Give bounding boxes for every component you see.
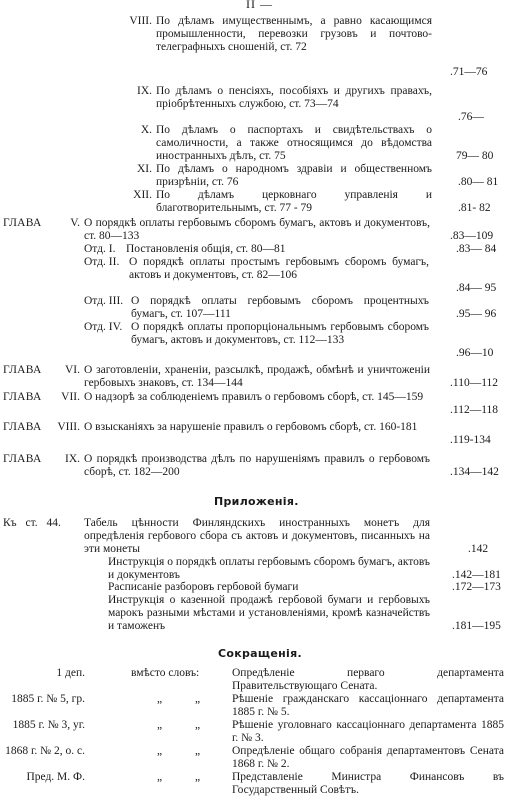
abbreviation-quote: вмѣсто словъ:	[131, 667, 200, 679]
toc-entry-pages: .76—	[458, 111, 484, 123]
toc-entry-pages: .71—76	[450, 66, 488, 78]
appendix-text: Табель цѣнности Финляндскихъ иностранныхъ монетъ для опредѣленія гербового сбора съ актовъ и документовъ, писанныхъ на эти монеты	[84, 517, 430, 555]
toc-entry-number: X.	[140, 124, 152, 136]
abbreviation-key: Пред. М. Ф.	[26, 771, 85, 783]
subsection-label: Отд. I.	[84, 243, 116, 255]
abbreviation-definition: Рѣшеніе уголовнаго кассаціоннаго департамента 1885 г. № 3.	[232, 719, 504, 744]
abbreviation-quote: „ „	[157, 745, 201, 757]
toc-entry-text: По дѣламъ о паспортахъ и свидѣтельствахъ о самоличности, а также относящимся до вѣдомства иностранныхъ дѣлъ, ст. 75	[156, 124, 432, 162]
appendix-title: Приложенія.	[214, 495, 299, 508]
chapter-label: ГЛАВА	[3, 453, 42, 465]
appendix-pages: .181—195	[452, 620, 501, 632]
appendix-text: Расписаніе разборовъ гербовой бумаги	[108, 581, 299, 593]
subsection-text: Постановленія общія, ст. 80—81	[126, 243, 286, 255]
chapter-pages: .134—142	[450, 466, 499, 478]
chapter-text: О заготовленіи, храненіи, разсылкѣ, продажѣ, обмѣнѣ и уничтоженіи гербовыхъ знаковъ, ст. 134—144	[84, 364, 430, 389]
abbreviation-key: 1868 г. № 2, о. с.	[5, 745, 85, 757]
toc-entry-number: XII.	[133, 189, 152, 201]
toc-entry-text: По дѣламъ о пенсіяхъ, пособіяхъ и другихъ правахъ, пріобрѣтенныхъ службою, ст. 73—74	[156, 85, 432, 110]
toc-entry-text: По дѣламъ о народномъ здравіи и общественномъ призрѣніи, ст. 76	[156, 163, 432, 188]
chapter-pages: .119-134	[450, 434, 491, 446]
abbreviation-definition: Опредѣленіе общаго собранія департаментовъ Сената 1868 г. № 2.	[232, 745, 504, 770]
abbreviation-definition: Опредѣленіе перваго департамента Правительствующаго Сената.	[232, 667, 504, 692]
page-header: II —	[246, 0, 273, 11]
appendix-pages: .142	[468, 543, 489, 555]
chapter-text: О взысканіяхъ за нарушеніе правилъ о гербовомъ сборѣ, ст. 160-181	[84, 421, 418, 433]
chapter-label: ГЛАВА	[3, 421, 42, 433]
subsection-pages: .96—10	[456, 347, 494, 359]
subsection-text: О порядкѣ оплаты пропорціональнымъ гербовымъ сборомъ бумагъ, актовъ и документовъ, ст. 112—133	[131, 321, 429, 346]
abbreviation-key: 1 деп.	[56, 667, 85, 679]
chapter-pages: .83—109	[450, 230, 494, 242]
toc-entry-text: По дѣламъ церковнаго управленія и благотворительнымъ, ст. 77 - 79	[156, 189, 432, 214]
subsection-text: О порядкѣ оплаты простымъ гербовымъ сборомъ бумагъ, актовъ и документовъ, ст. 82—106	[129, 256, 429, 281]
chapter-label: ГЛАВА	[3, 217, 42, 229]
chapter-text: О порядкѣ производства дѣлъ по нарушеніямъ правилъ о гербовомъ сборѣ, ст. 182—200	[84, 453, 430, 478]
abbreviation-definition: Рѣшеніе гражданскаго кассаціоннаго департамента 1885 г. № 5.	[232, 693, 504, 718]
chapter-number: VIII.	[57, 421, 80, 433]
toc-entry	[0, 15, 511, 85]
appendix-pages: .142—181	[452, 569, 501, 581]
chapter-pages: .112—118	[450, 404, 499, 416]
abbreviation-row	[0, 771, 511, 800]
toc-entry-number: IX.	[136, 85, 152, 97]
abbreviations-title: Сокращенія.	[218, 647, 302, 660]
abbreviation-quote: „ „	[157, 719, 201, 731]
chapter-number: VI.	[64, 364, 80, 376]
chapter-pages: .110—112	[450, 377, 499, 389]
toc-entry-number: VIII.	[129, 15, 152, 27]
chapter-label: ГЛАВА	[3, 391, 42, 403]
toc-entry-number: XI.	[136, 163, 152, 175]
subsection-label: Отд. II.	[84, 256, 120, 268]
chapter-entry	[0, 421, 511, 451]
subsection-entry	[0, 321, 511, 366]
subsection-pages: .83— 84	[456, 243, 497, 255]
toc-entry-text: По дѣламъ имущественнымъ, а равно касающимся промышленности, перевозки грузовъ и почтово-телеграфныхъ сношеній, ст. 72	[156, 15, 432, 53]
abbreviation-definition: Представленіе Министра Финансовъ въ Государственный Совѣтъ.	[232, 771, 504, 796]
subsection-label: Отд. III.	[84, 295, 124, 307]
subsection-pages: .84— 95	[456, 282, 497, 294]
chapter-text: О надзорѣ за соблюденіемъ правилъ о гербовомъ сборѣ, ст. 145—159	[84, 391, 424, 403]
toc-entry-pages: .80— 81	[458, 176, 499, 188]
chapter-number: V.	[70, 217, 80, 229]
chapter-number: VII.	[61, 391, 80, 403]
toc-entry-pages: .81- 82	[458, 202, 491, 214]
appendix-pages: .172—173	[452, 581, 501, 593]
toc-entry	[0, 189, 511, 219]
appendix-entry	[0, 594, 511, 644]
abbreviation-quote: „ „	[157, 771, 201, 783]
chapter-label: ГЛАВА	[3, 364, 42, 376]
subsection-label: Отд. IV.	[84, 321, 123, 333]
abbreviation-key: 1885 г. № 5, гр.	[11, 693, 85, 705]
toc-entry-pages: 79— 80	[456, 150, 494, 162]
subsection-text: О порядкѣ оплаты гербовымъ сборомъ процентныхъ бумагъ, ст. 107—111	[131, 295, 429, 320]
chapter-entry	[0, 453, 511, 483]
abbreviation-key: 1885 г. № 3, уг.	[12, 719, 85, 731]
abbreviation-quote: „ „	[157, 693, 201, 705]
chapter-entry	[0, 364, 511, 394]
chapter-number: IX.	[64, 453, 80, 465]
chapter-entry	[0, 391, 511, 421]
appendix-ref: Къ ст. 44.	[3, 517, 61, 529]
appendix-text: Инструкція о порядкѣ оплаты гербовымъ сборомъ бумагъ, актовъ и документовъ	[108, 556, 430, 581]
subsection-pages: .95— 96	[456, 308, 497, 320]
appendix-text: Инструкція о казенной продажѣ гербовой бумаги и гербовыхъ марокъ разными мѣстами и установленіями, кромѣ казначействъ и таможенъ	[108, 594, 430, 632]
chapter-text: О порядкѣ оплаты гербовымъ сборомъ бумагъ, актовъ и документовъ, ст. 80—133	[84, 217, 430, 242]
